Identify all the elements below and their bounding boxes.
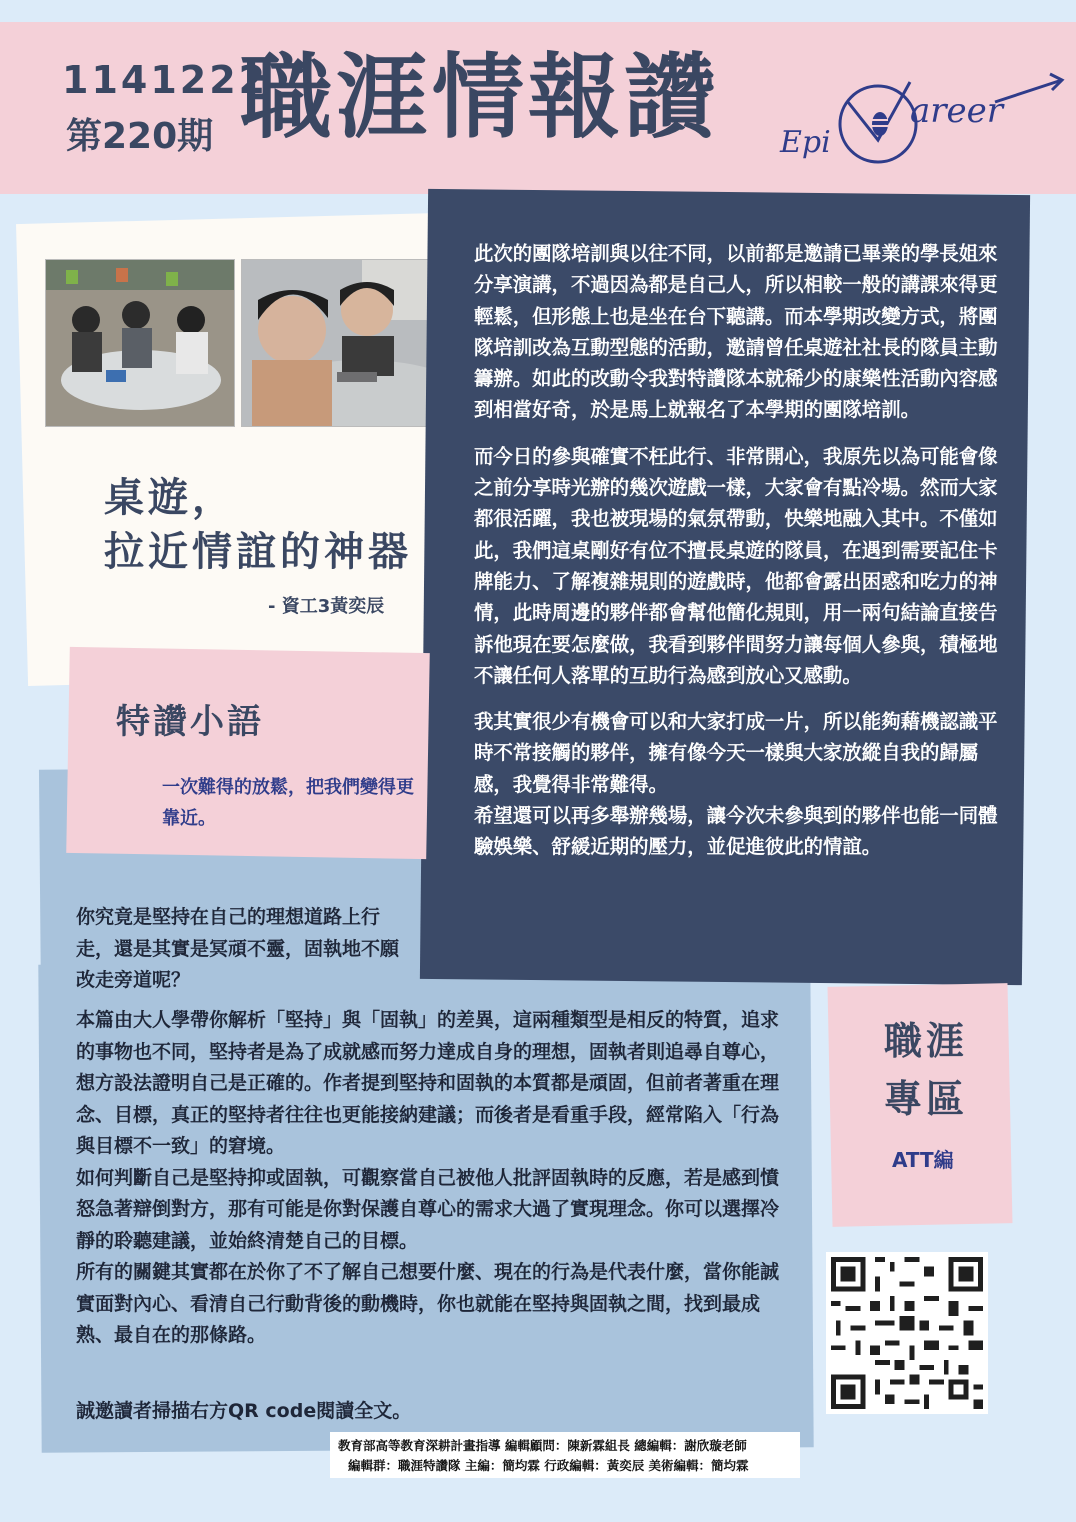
article-paragraph-3: 我其實很少有機會可以和大家打成一片，所以能夠藉機認識平時不常接觸的夥伴，擁有像今天一樣與大家放縱自我的歸屬感，我覺得非常難得。 希望還可以再多舉辦幾場，讓今次未參與到的夥伴也能一同體驗娛樂、舒緩近期的壓力，並促進彼此的情誼。 (474, 710, 998, 859)
career-zone-subtitle: ATT編 (892, 1148, 954, 1172)
article-author: - 資工3黃奕辰 (268, 596, 385, 617)
article-paragraph-1: 此次的團隊培訓與以往不同，以前都是邀請已畢業的學長姐來分享演講，不過因為都是自己人，所以相較一般的講課來得更輕鬆，但形態上也是坐在台下聽講。而本學期改變方式，將團隊培訓改為互動型態的活動，邀請曾任桌遊社社長的隊員主動籌辦。如此的改動令我對特讚隊本就稀少的康樂性活動內容感到相當好奇，於是馬上就報名了本學期的團隊培訓。 (474, 242, 998, 422)
article-body (474, 238, 1004, 878)
credits-line2: 編輯群：職涯特讚隊 主編：簡均霖 行政編輯：黃奕辰 美術編輯：簡均霖 (348, 1458, 749, 1473)
quote-text: 一次難得的放鬆，把我們變得更靠近。 (162, 777, 414, 829)
photo-board-game-group (45, 259, 235, 427)
issue-number: 第220期 (66, 116, 214, 157)
career-summary-paragraph-3: 所有的關鍵其實都在於你了不了解自己想要什麼、現在的行為是代表什麼，當你能誠實面對內心、看清自己行動背後的動機時，你也就能在堅持與固執之間，找到最成熟、最自在的那條路。 (76, 1261, 780, 1346)
career-zone-title-line2: 專區 (884, 1077, 969, 1121)
issue-date: 1141222 (62, 58, 269, 102)
career-summary (76, 1005, 796, 1352)
career-summary-paragraph-2: 如何判斷自己是堅持抑或固執，可觀察當自己被他人批評固執時的反應，若是感到憤怒急著辯倒對方，那有可能是你對保護自尊心的需求大過了實現理念。你可以選擇冷靜的聆聽建議，並始終清楚自己的目標。 (76, 1166, 780, 1252)
logo-text-left: Epi (780, 125, 831, 160)
career-summary-paragraph-1: 本篇由大人學帶你解析「堅持」與「固執」的差異，這兩種類型是相反的特質，追求的事物也不同，堅持者是為了成就感而努力達成自身的理想，固執者則追尋自尊心，想方設法證明自己是正確的。作者提到堅持和固執的本質都是頑固，但前者著重在理念、目標，真正的堅持者往往也更能接納建議；而後者是看重手段，經常陷入「行為與目標不一致」的窘境。 (76, 1009, 780, 1157)
article-paragraph-2: 而今日的參與確實不枉此行、非常開心，我原先以為可能會像之前分享時光辦的幾次遊戲一樣，大家會有點冷場。然而大家都很活躍，我也被現場的氣氛帶動，快樂地融入其中。不僅如此，我們這桌剛好有位不擅長桌遊的隊員，在遇到需要記住卡牌能力、了解複雜規則的遊戲時，他都會露出困惑和吃力的神情，此時周邊的夥伴都會幫他簡化規則，用一兩句結論直接告訴他現在要怎麼做，我看到夥伴間努力讓每個人參與，積極地不讓任何人落單的互助行為感到放心又感動。 (474, 444, 998, 687)
photo-students-playing-cards (241, 259, 431, 427)
quote-title: 特讚小語 (116, 702, 264, 742)
epicareer-logo (770, 62, 1070, 172)
credits-line1: 教育部高等教育深耕計畫指導 編輯顧問：陳新霖組長 總編輯：謝欣璇老師 (338, 1438, 747, 1453)
qr-code[interactable] (826, 1252, 988, 1414)
qr-invite-text: 誠邀讀者掃描右方QR code閱讀全文。 (76, 1400, 412, 1422)
article-title-line1: 桌遊， (104, 475, 236, 521)
logo-text-right: areer (910, 91, 1004, 131)
article-title-line2: 拉近情誼的神器 (104, 529, 412, 575)
career-zone-title-line1: 職涯 (884, 1019, 969, 1063)
newsletter-title: 職涯情報讚 (240, 44, 721, 151)
career-question: 你究竟是堅持在自己的理想道路上行走，還是其實是冥頑不靈，固執地不願改走旁道呢？ (76, 906, 400, 991)
